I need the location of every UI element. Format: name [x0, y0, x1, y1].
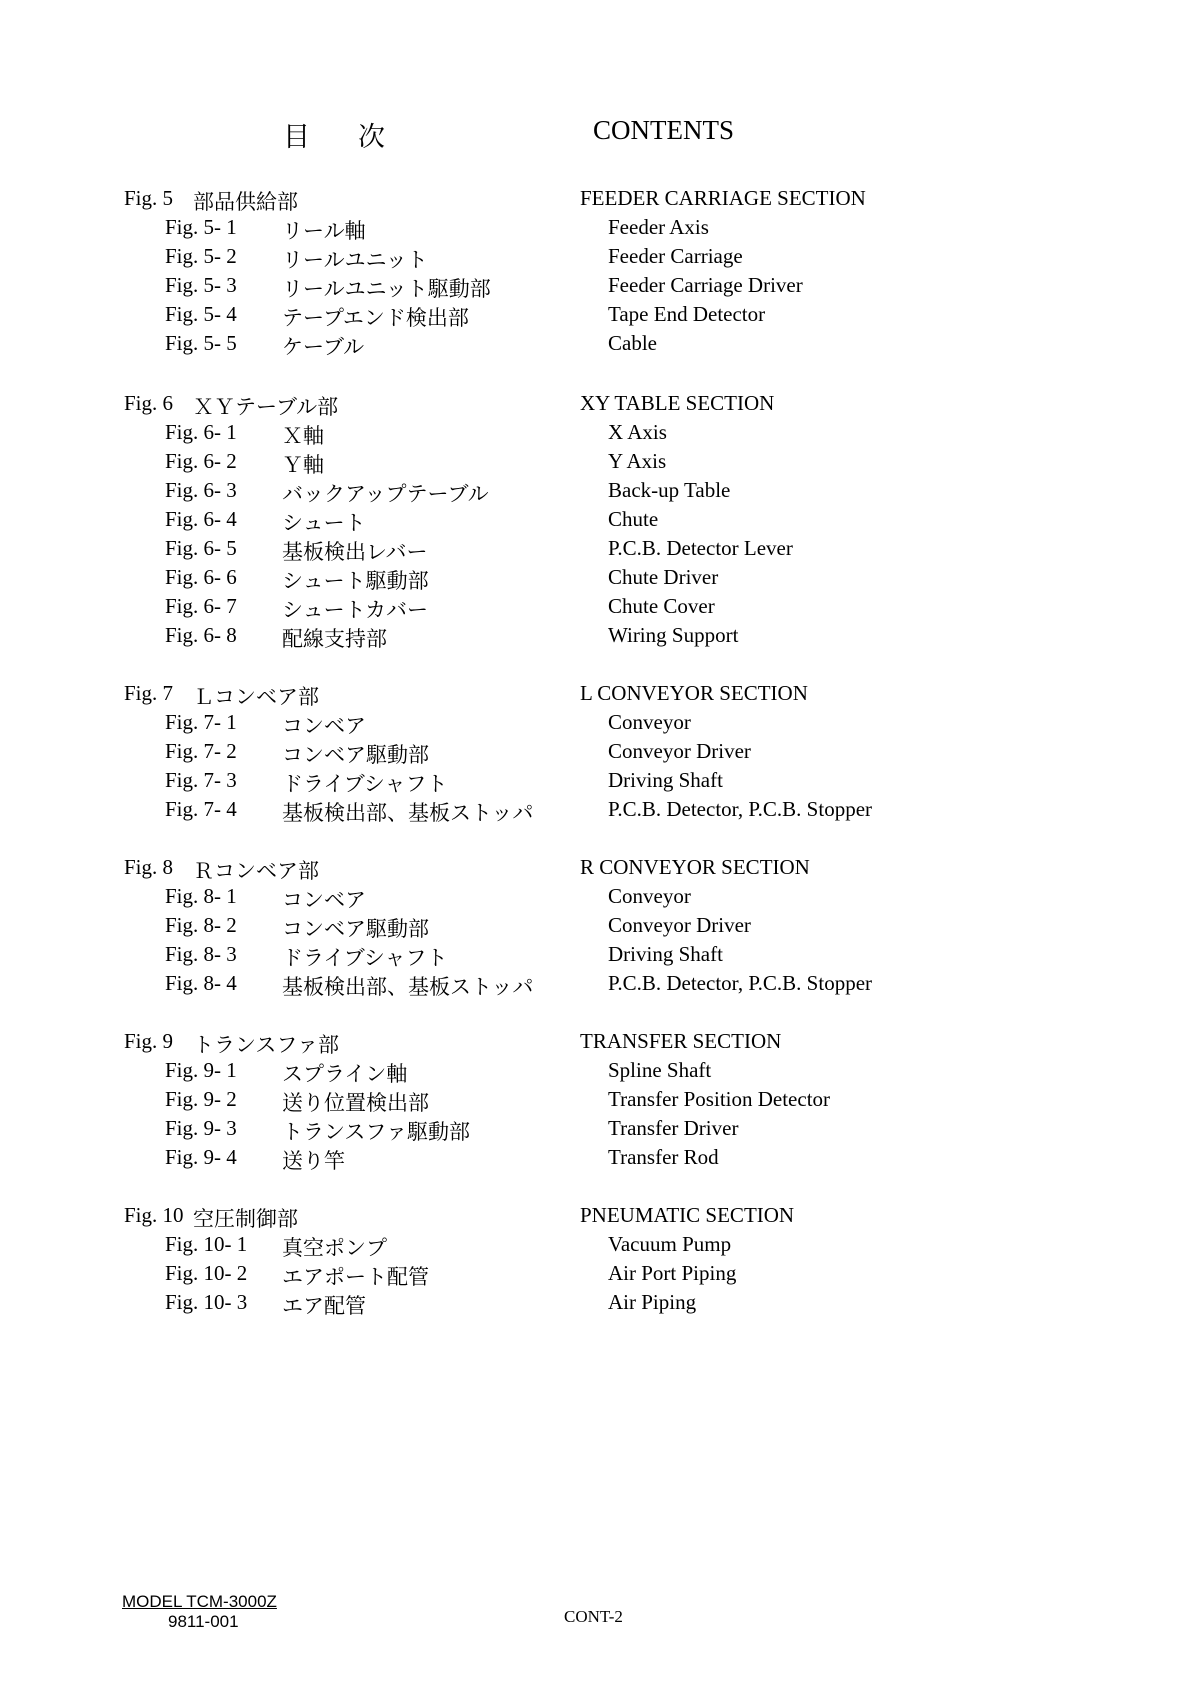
section-title-jp: Ｒコンベア部 — [193, 859, 319, 883]
item-title-jp: 送り位置検出部 — [282, 1091, 429, 1115]
section-fig-number: Fig. 5 — [124, 186, 174, 210]
item-title-en: Air Port Piping — [608, 1261, 737, 1285]
item-fig-number: Fig. 5- 3 — [165, 273, 237, 297]
item-fig-number: Fig. 6- 3 — [165, 478, 237, 502]
item-title-en: Transfer Position Detector — [608, 1087, 831, 1111]
item-fig-number: Fig. 8- 1 — [165, 884, 237, 908]
contents-title-jp — [283, 115, 385, 154]
section-title-jp: 部品供給部 — [193, 190, 298, 214]
item-title-jp: トランスファ駆動部 — [282, 1120, 470, 1144]
item-title-en: Air Piping — [608, 1290, 697, 1314]
item-title-jp: コンベア — [282, 888, 366, 912]
section-title-en: PNEUMATIC SECTION — [580, 1203, 795, 1227]
item-title-en: Chute Cover — [608, 594, 715, 618]
item-title-en: Conveyor Driver — [608, 739, 751, 763]
item-fig-number: Fig. 6- 4 — [165, 507, 237, 531]
item-fig-number: Fig. 6- 8 — [165, 623, 237, 647]
item-title-jp: ケーブル — [282, 335, 365, 359]
item-title-en: Feeder Carriage Driver — [608, 273, 803, 297]
item-title-jp: 基板検出レバー — [282, 540, 428, 564]
item-fig-number: Fig. 6- 5 — [165, 536, 237, 560]
item-fig-number: Fig. 6- 7 — [165, 594, 237, 618]
item-title-en: Wiring Support — [608, 623, 739, 647]
footer-code: 9811-001 — [168, 1612, 239, 1631]
item-title-en: Y Axis — [608, 449, 667, 473]
item-fig-number: Fig. 8- 4 — [165, 971, 237, 995]
item-title-en: Feeder Axis — [608, 215, 709, 239]
item-title-jp: エアポート配管 — [282, 1265, 429, 1289]
item-title-en: Tape End Detector — [608, 302, 766, 326]
item-title-jp: テープエンド検出部 — [282, 306, 469, 330]
item-title-jp: リールユニット — [282, 248, 428, 272]
item-title-jp: シュート — [282, 511, 366, 535]
contents-title-jp-char-2: 次 — [358, 122, 385, 152]
item-fig-number: Fig. 7- 4 — [165, 797, 237, 821]
item-fig-number: Fig. 7- 3 — [165, 768, 237, 792]
item-title-en: Transfer Driver — [608, 1116, 739, 1140]
item-fig-number: Fig. 10- 2 — [165, 1261, 248, 1285]
item-fig-number: Fig. 5- 4 — [165, 302, 237, 326]
item-fig-number: Fig. 7- 2 — [165, 739, 237, 763]
item-title-jp: 真空ポンプ — [282, 1236, 387, 1260]
item-fig-number: Fig. 5- 2 — [165, 244, 237, 268]
item-fig-number: Fig. 10- 1 — [165, 1232, 248, 1256]
item-title-en: Vacuum Pump — [608, 1232, 732, 1256]
item-title-jp: スプライン軸 — [282, 1062, 408, 1086]
page-number: CONT-2 — [564, 1607, 623, 1626]
section-title-en: L CONVEYOR SECTION — [580, 681, 808, 705]
item-fig-number: Fig. 9- 2 — [165, 1087, 237, 1111]
item-title-jp: シュート駆動部 — [282, 569, 429, 593]
section-title-jp: Ｌコンベア部 — [193, 685, 319, 709]
item-title-jp: 配線支持部 — [282, 627, 387, 651]
item-title-jp: リールユニット駆動部 — [282, 277, 491, 301]
section-title-jp: ＸＹテーブル部 — [193, 395, 339, 419]
item-title-en: Feeder Carriage — [608, 244, 743, 268]
contents-title-en: CONTENTS — [593, 115, 734, 145]
item-title-jp: コンベア駆動部 — [282, 743, 429, 767]
item-title-en: Conveyor Driver — [608, 913, 751, 937]
section-fig-number: Fig. 9 — [124, 1029, 174, 1053]
item-fig-number: Fig. 6- 6 — [165, 565, 237, 589]
contents-title-jp-char-1: 目 — [283, 122, 310, 152]
item-title-en: Chute — [608, 507, 659, 531]
item-title-en: Spline Shaft — [608, 1058, 712, 1082]
item-title-jp: エア配管 — [282, 1294, 366, 1318]
item-fig-number: Fig. 10- 3 — [165, 1290, 248, 1314]
section-title-jp: トランスファ部 — [193, 1033, 339, 1057]
item-title-jp: コンベア — [282, 714, 366, 738]
section-fig-number: Fig. 10 — [124, 1203, 184, 1227]
item-fig-number: Fig. 7- 1 — [165, 710, 237, 734]
item-title-jp: リール軸 — [282, 219, 366, 243]
item-title-jp: 基板検出部、基板ストッパ — [282, 975, 534, 999]
item-title-en: P.C.B. Detector, P.C.B. Stopper — [608, 971, 873, 995]
section-title-jp: 空圧制御部 — [193, 1207, 298, 1231]
item-title-jp: 基板検出部、基板ストッパ — [282, 801, 534, 825]
item-title-jp: シュートカバー — [282, 598, 428, 622]
item-fig-number: Fig. 9- 1 — [165, 1058, 237, 1082]
item-title-jp: Ｙ軸 — [282, 453, 324, 477]
item-title-jp: 送り竿 — [282, 1149, 345, 1173]
item-fig-number: Fig. 9- 3 — [165, 1116, 237, 1140]
item-title-jp: バックアップテーブル — [282, 482, 489, 506]
item-title-en: Conveyor — [608, 884, 691, 908]
item-title-en: Transfer Rod — [608, 1145, 719, 1169]
item-title-en: P.C.B. Detector, P.C.B. Stopper — [608, 797, 873, 821]
item-fig-number: Fig. 5- 5 — [165, 331, 237, 355]
section-fig-number: Fig. 6 — [124, 391, 174, 415]
section-title-en: FEEDER CARRIAGE SECTION — [580, 186, 866, 210]
item-title-en: Driving Shaft — [608, 768, 723, 792]
section-title-en: XY TABLE SECTION — [580, 391, 775, 415]
section-fig-number: Fig. 8 — [124, 855, 174, 879]
item-fig-number: Fig. 5- 1 — [165, 215, 237, 239]
item-title-en: P.C.B. Detector Lever — [608, 536, 793, 560]
item-title-en: Chute Driver — [608, 565, 719, 589]
footer-model: MODEL TCM-3000Z — [122, 1592, 277, 1611]
item-fig-number: Fig. 6- 2 — [165, 449, 237, 473]
item-title-jp: Ｘ軸 — [282, 424, 324, 448]
item-title-en: Cable — [608, 331, 657, 355]
section-title-en: TRANSFER SECTION — [580, 1029, 782, 1053]
item-title-en: X Axis — [608, 420, 667, 444]
item-title-en: Back-up Table — [608, 478, 731, 502]
item-fig-number: Fig. 8- 2 — [165, 913, 237, 937]
item-fig-number: Fig. 6- 1 — [165, 420, 237, 444]
item-title-en: Conveyor — [608, 710, 691, 734]
section-fig-number: Fig. 7 — [124, 681, 174, 705]
section-title-en: R CONVEYOR SECTION — [580, 855, 810, 879]
item-title-jp: ドライブシャフト — [282, 946, 448, 970]
item-title-jp: ドライブシャフト — [282, 772, 448, 796]
item-fig-number: Fig. 9- 4 — [165, 1145, 237, 1169]
item-title-en: Driving Shaft — [608, 942, 723, 966]
item-title-jp: コンベア駆動部 — [282, 917, 429, 941]
item-fig-number: Fig. 8- 3 — [165, 942, 237, 966]
